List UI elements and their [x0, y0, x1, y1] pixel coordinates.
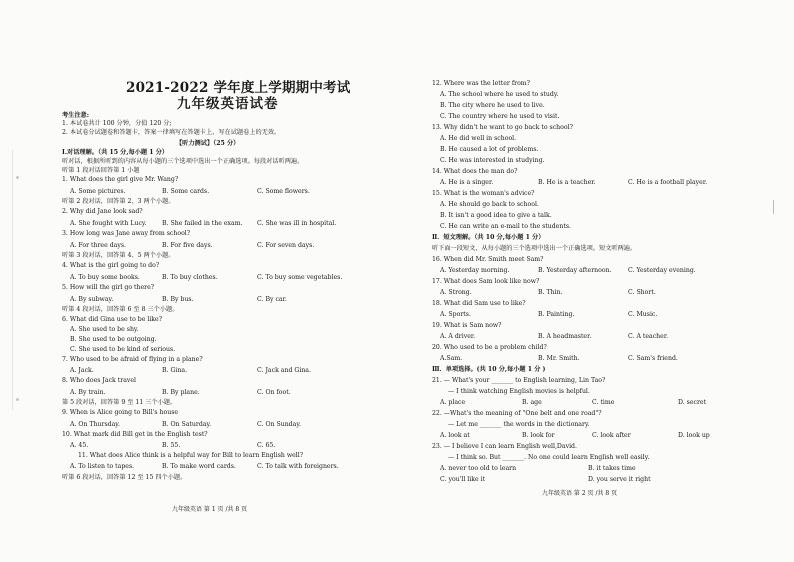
question-7: 7. Who used to be afraid of flying in a plane? [62, 356, 203, 363]
option: B. For five days. [162, 242, 213, 249]
part-title: Ⅰ.对话理解。（共 15 分,每小题 1 分） [62, 149, 169, 156]
question-reply: — I think watching English movies is helpful. [448, 388, 590, 395]
question-21: 21. — What's your _______ to English learning, Lin Tao? [432, 377, 606, 384]
option: A. To listen to tapes. [70, 463, 135, 470]
option: C. On foot. [257, 389, 291, 396]
option: B. On Saturday. [162, 421, 212, 428]
option: C. On Sunday. [257, 421, 301, 428]
option: C. Music. [628, 311, 658, 318]
question-6: 6. What did Gina use to be like? [62, 316, 163, 323]
question-4: 4. What is the girl going to do? [62, 262, 160, 269]
option: B. He is a teacher. [538, 179, 596, 186]
option: B. look for [522, 432, 555, 439]
option: C. Jack and Gina. [257, 367, 311, 374]
option: B. Yesterday afternoon. [538, 267, 612, 274]
question-5: 5. How will the girl go there? [62, 284, 155, 291]
dialogue-instruction: 听第 6 段对话，回答第 12 至 15 四个小题。 [62, 474, 187, 481]
option: B. Painting. [538, 311, 575, 318]
option: B. To buy clothes. [162, 274, 218, 281]
option: B. It isn't a good idea to give a talk. [440, 212, 552, 219]
option: B. Gina. [162, 367, 188, 374]
option: A. look at [440, 432, 470, 439]
option: A. By subway. [70, 296, 114, 303]
option: B. To make word cards. [162, 463, 236, 470]
option: C. By car. [257, 296, 287, 303]
option: B. She failed in the exam. [162, 220, 243, 227]
option: A. Some pictures. [70, 188, 126, 195]
option: B. Mr. Smith. [538, 355, 580, 362]
question-12: 12. Where was the letter from? [432, 80, 530, 87]
binding-hole [16, 398, 19, 401]
option: D. secret [678, 399, 707, 406]
binding-hole [16, 176, 19, 179]
part-instruction: 听下面一段短文，从每小题的三个选项中选出一个正确选项。短文听两遍。 [432, 245, 637, 252]
option: C. The country where he used to visit. [440, 113, 560, 120]
scan-fold-line [12, 150, 13, 410]
option: A. He should go back to school. [440, 201, 539, 208]
part-title: Ⅱ．短文理解。（共 10 分,每小题 1 分） [432, 234, 545, 241]
notice-line: 2. 本试卷分试题卷和答题卡，答案一律填写在答题卡上，写在试题卷上的无效。 [62, 129, 281, 136]
option: C. She was ill in hospital. [257, 220, 337, 227]
option: A. 45. [70, 442, 89, 449]
question-reply: — Let me _______ the words in the dictionary. [448, 421, 590, 428]
option: A. For three days. [70, 242, 127, 249]
option: C. She used to be kind of serious. [70, 346, 176, 353]
part-instruction: 听对话，根据所听到的内容从每小题的三个选项中选出一个正确选项。每段对话听两遍。 [62, 158, 304, 165]
part-title: Ⅲ．单项选择。(共 10 分,每小题 1 分 ) [432, 366, 546, 373]
question-13: 13. Why didn't he want to go back to school? [432, 124, 573, 131]
option: C. A teacher. [628, 333, 669, 340]
page-2 [432, 0, 766, 562]
option: B. By plane. [162, 389, 200, 396]
section-heading-listening: 【听力测试】（25 分） [176, 140, 240, 147]
question-22: 22. —What's the meaning of "One belt and one road"? [432, 410, 602, 417]
notice-heading: 考生注意: [62, 112, 90, 119]
option: A. Strong. [440, 289, 472, 296]
question-20: 20. Who used to be a problem child? [432, 344, 547, 351]
option: A. To buy some books. [70, 274, 140, 281]
option: A. A driver. [440, 333, 476, 340]
option: B. The city where he used to live. [440, 102, 545, 109]
option: A. He is a singer. [440, 179, 494, 186]
option: C. To buy some vegetables. [257, 274, 343, 281]
option: A. The school where he used to study. [440, 91, 559, 98]
option: C. To talk with foreigners. [257, 463, 339, 470]
page-1 [62, 0, 396, 562]
dialogue-instruction: 听第 1 段对话回答第 1 小题 [62, 167, 140, 174]
exam-subtitle: 九年级英语试卷 [177, 96, 279, 112]
option: A. never too old to learn [440, 465, 517, 472]
option: B. By bus. [162, 296, 194, 303]
option: C. Yesterday evening. [628, 267, 696, 274]
notice-line: 1. 本试卷共计 100 分钟，分值 120 分; [62, 120, 172, 127]
question-17: 17. What does Sam look like now? [432, 278, 540, 285]
exam-title: 2021-2022 学年度上学期期中考试 [126, 80, 351, 96]
option: A. place [440, 399, 466, 406]
question-11: 11. What does Alice think is a helpful way for Bill to learn English well? [78, 452, 304, 459]
question-18: 18. What did Sam use to like? [432, 300, 526, 307]
option: C. He was interested in studying. [440, 157, 545, 164]
option: A. Jack. [70, 367, 94, 374]
option: B. age [522, 399, 542, 406]
option: B. She used to be outgoing. [70, 336, 157, 343]
option: A. On Thursday. [70, 421, 120, 428]
option: A. Sports. [440, 311, 471, 318]
margin-mark [773, 200, 774, 214]
option: A. By train. [70, 389, 106, 396]
option: C. Sam's friend. [628, 355, 678, 362]
option: C. 65. [257, 442, 276, 449]
option: C. Some flowers. [257, 188, 310, 195]
option: D. look up [678, 432, 710, 439]
option: B. it takes time [588, 465, 636, 472]
question-19: 19. What is Sam now? [432, 322, 502, 329]
option: C. time [592, 399, 615, 406]
question-15: 15. What is the woman's advice? [432, 190, 535, 197]
option: A. She used to be shy. [70, 326, 139, 333]
question-10: 10. What mark did Bill get in the English test? [62, 431, 208, 438]
dialogue-instruction: 听第 4 段对话，回答第 6 至 8 三个小题。 [62, 306, 179, 313]
option: C. you'll like it [440, 476, 486, 483]
option: B. Some cards. [162, 188, 210, 195]
question-16: 16. When did Mr. Smith meet Sam? [432, 256, 544, 263]
question-1: 1. What does the girl give Mr. Wang? [62, 176, 179, 183]
page-footer: 九年级英语 第 1 页 /共 8 页 [172, 506, 248, 513]
question-14: 14. What does the man do? [432, 168, 518, 175]
option: C. look after [592, 432, 631, 439]
option: B. 55. [162, 442, 181, 449]
dialogue-instruction: 听第 2 段对话，回答第 2、3 两个小题。 [62, 198, 175, 205]
question-9: 9. When is Alice going to Bill's house [62, 409, 179, 416]
option: D. you serve it right [588, 476, 651, 483]
option: B. He caused a lot of problems. [440, 146, 539, 153]
option: A.Sam. [440, 355, 463, 362]
option: B. Thin. [538, 289, 563, 296]
option: A. Yesterday morning. [440, 267, 510, 274]
option: A. He did well in school. [440, 135, 517, 142]
option: B. A headmaster. [538, 333, 592, 340]
question-3: 3. How long was Jane away from school? [62, 230, 191, 237]
option: C. For seven days. [257, 242, 315, 249]
option: C. He is a football player. [628, 179, 708, 186]
dialogue-instruction: 听第 3 段对话，回答第 4、5 两个小题。 [62, 252, 175, 259]
dialogue-instruction: 第 5 段对话，回答第 9 至 11 三个小题。 [62, 399, 177, 406]
question-2: 2. Why did Jane look sad? [62, 208, 143, 215]
page-footer: 九年级英语 第 2 页 /共 8 页 [542, 490, 618, 497]
option: A. She fought with Lucy. [70, 220, 147, 227]
question-23: 23. — I believe I can learn English well,David. [432, 443, 577, 450]
option: C. He can write an e-mail to the students. [440, 223, 571, 230]
option: C. Short. [628, 289, 656, 296]
question-8: 8. Who does Jack travel [62, 377, 137, 384]
question-reply: — I think so. But _______. No one could learn English well easily. [448, 454, 650, 461]
